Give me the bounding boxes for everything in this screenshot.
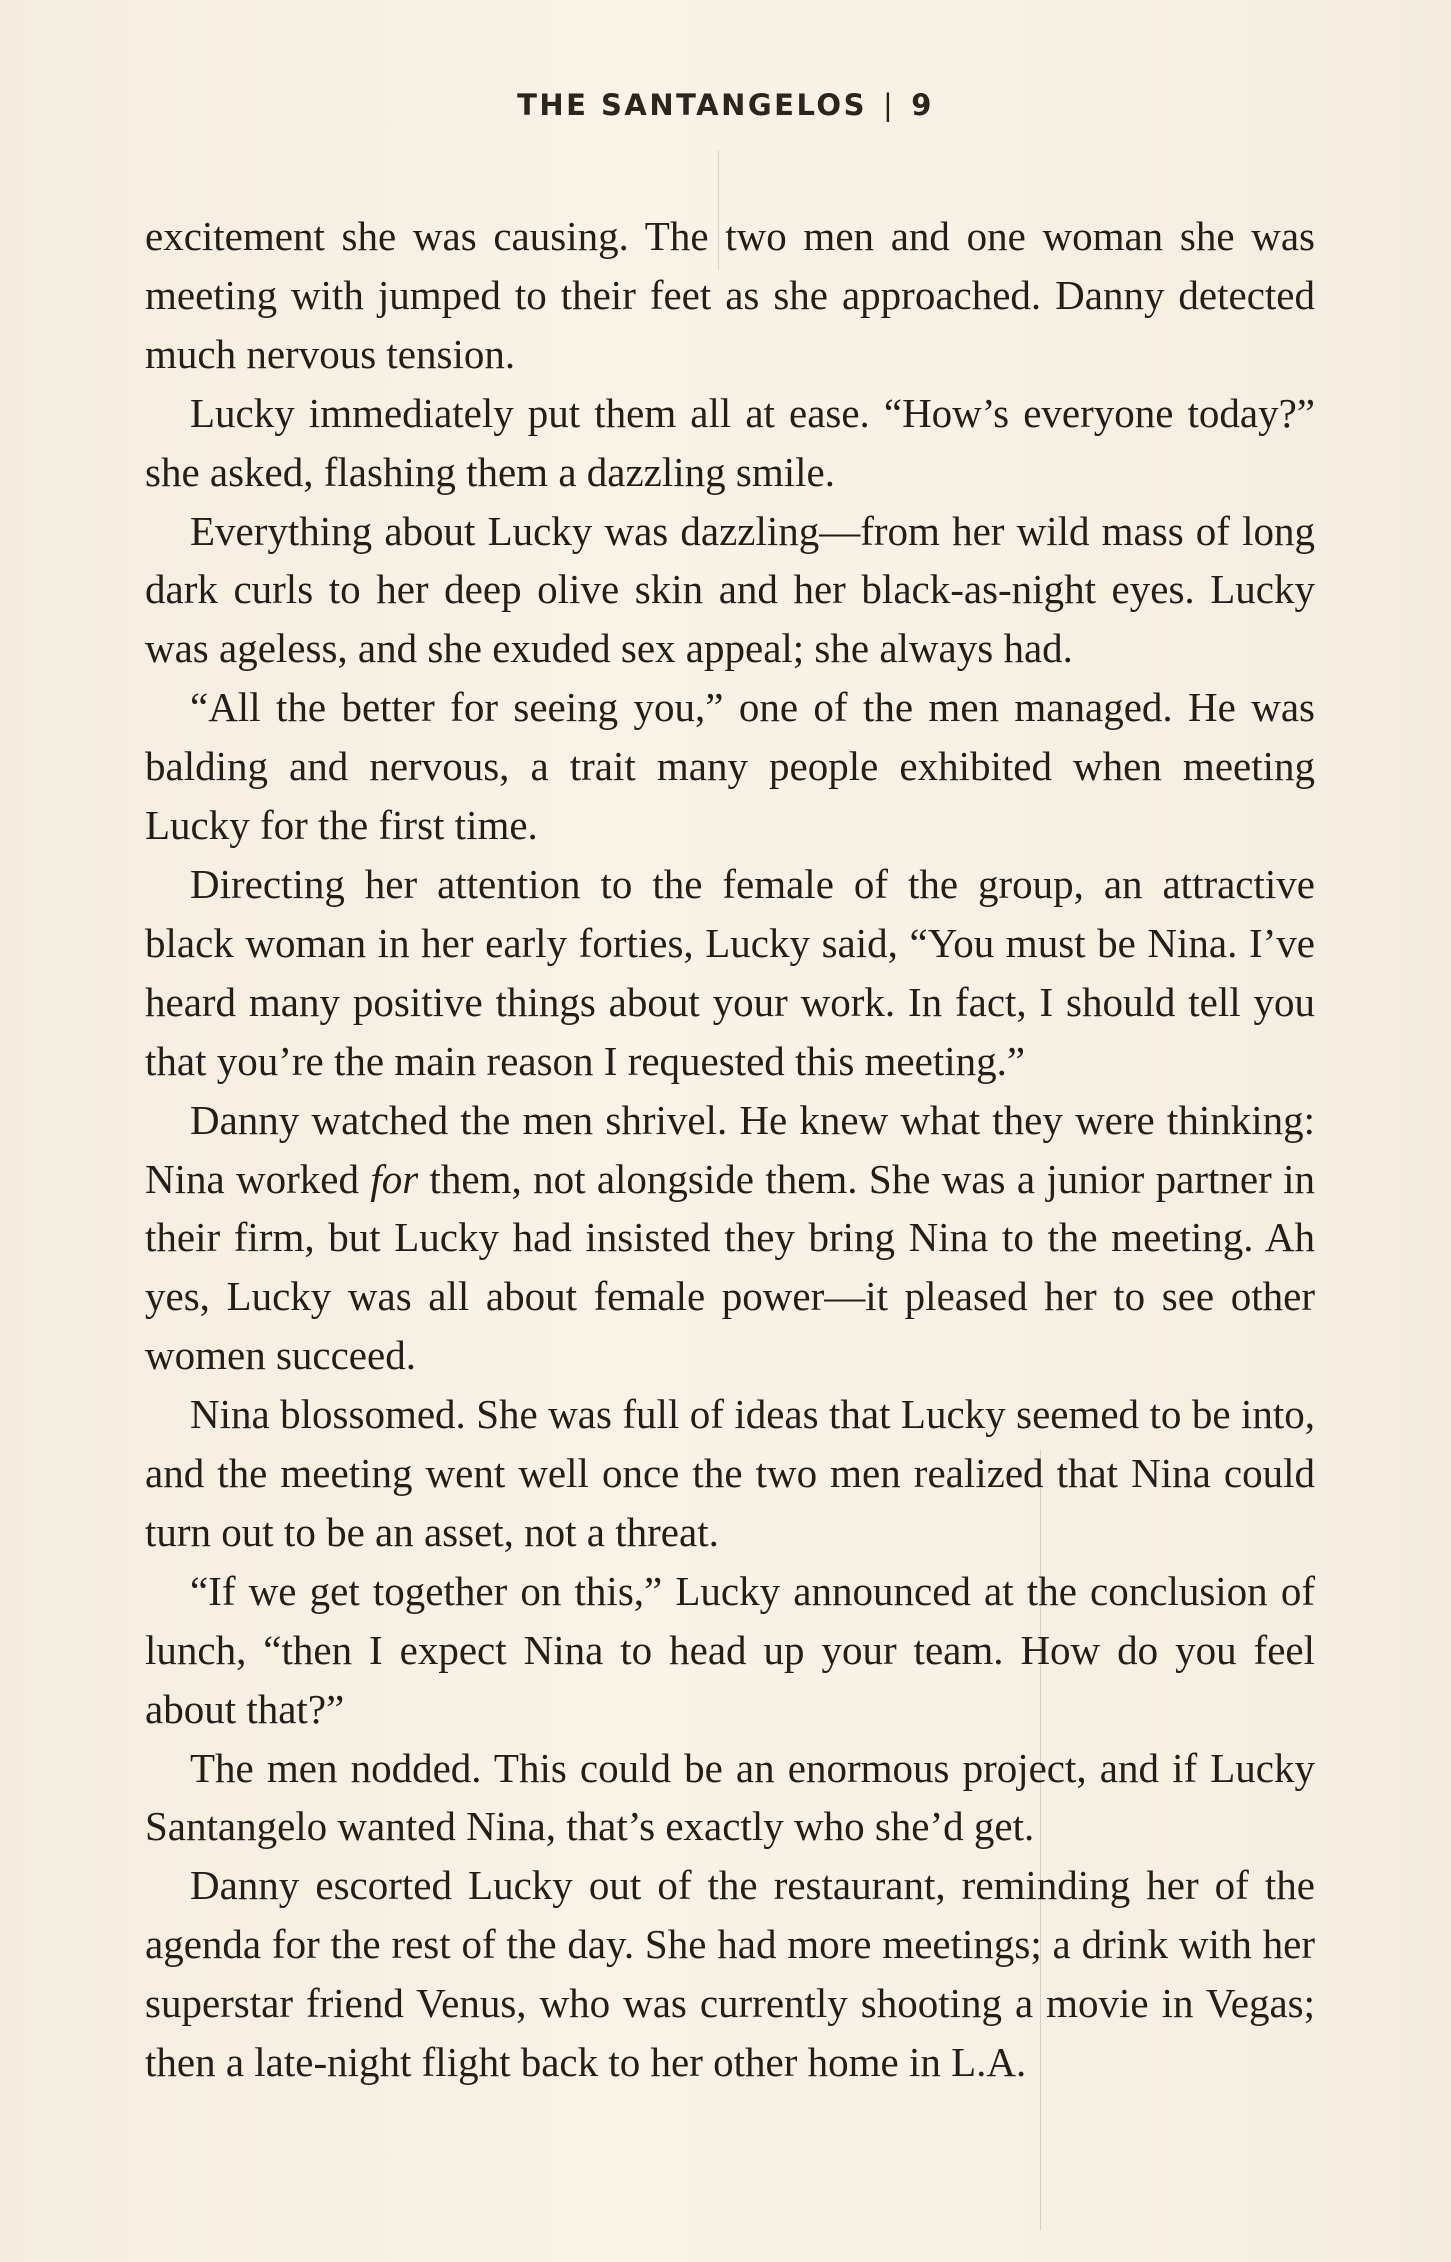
paragraph: Danny escorted Lucky out of the restaurant, reminding her of the agenda for the rest of the day. She had more meetings; a drink with her superstar friend Venus, who was currently shooting a movie in Vegas; then a late-night flight back to her other home in L.A.	[145, 1862, 1315, 2086]
body-text	[145, 207, 1315, 2092]
paragraph: The men nodded. This could be an enormous project, and if Lucky Santangelo wanted Nina, that’s exactly who she’d get.	[145, 1744, 1315, 1850]
paragraph: Directing her attention to the female of the group, an attractive black woman in her early forties, Lucky said, “You must be Nina. I’ve heard many positive things about your work. In fact, I should tell you that you’re the main reason I requested this meeting.”	[145, 860, 1315, 1084]
paragraph: “All the better for seeing you,” one of the men managed. He was balding and nervous, a trait many people exhibited when meeting Lucky for the first time.	[145, 684, 1315, 849]
paragraph: excitement she was causing. The two men and one woman she was meeting with jumped to their feet as she approached. Danny detected much nervous tension.	[145, 213, 1315, 377]
paragraph-text: Danny watched the men shrivel. He knew what they were thinking: Nina worked	[145, 1096, 1315, 1202]
running-head	[0, 88, 1451, 122]
emphasis-text: for	[370, 1155, 419, 1202]
paragraph: Everything about Lucky was dazzling—from her wild mass of long dark curls to her deep olive skin and her black-as-night eyes. Lucky was ageless, and she exuded sex appeal; she always had.	[145, 507, 1315, 672]
paragraph: Nina blossomed. She was full of ideas that Lucky seemed to be into, and the meeting went well once the two men realized that Nina could turn out to be an asset, not a threat.	[145, 1391, 1315, 1555]
paragraph: Lucky immediately put them all at ease. “How’s everyone today?” she asked, flashing them a dazzling smile.	[145, 389, 1315, 495]
header-separator: |	[882, 88, 896, 122]
page-number: 9	[911, 88, 934, 122]
book-title: THE SANTANGELOS	[517, 88, 867, 122]
paragraph-text: them, not alongside them. She was a junior partner in their firm, but Lucky had insisted they bring Nina to the meeting. Ah yes, Lucky was all about female power—it pleased her to see other women succeed.	[145, 1155, 1315, 1379]
paragraph: “If we get together on this,” Lucky announced at the conclusion of lunch, “then I expect Nina to head up your team. How do you feel about that?”	[145, 1567, 1315, 1732]
paragraph	[145, 1091, 1315, 1386]
